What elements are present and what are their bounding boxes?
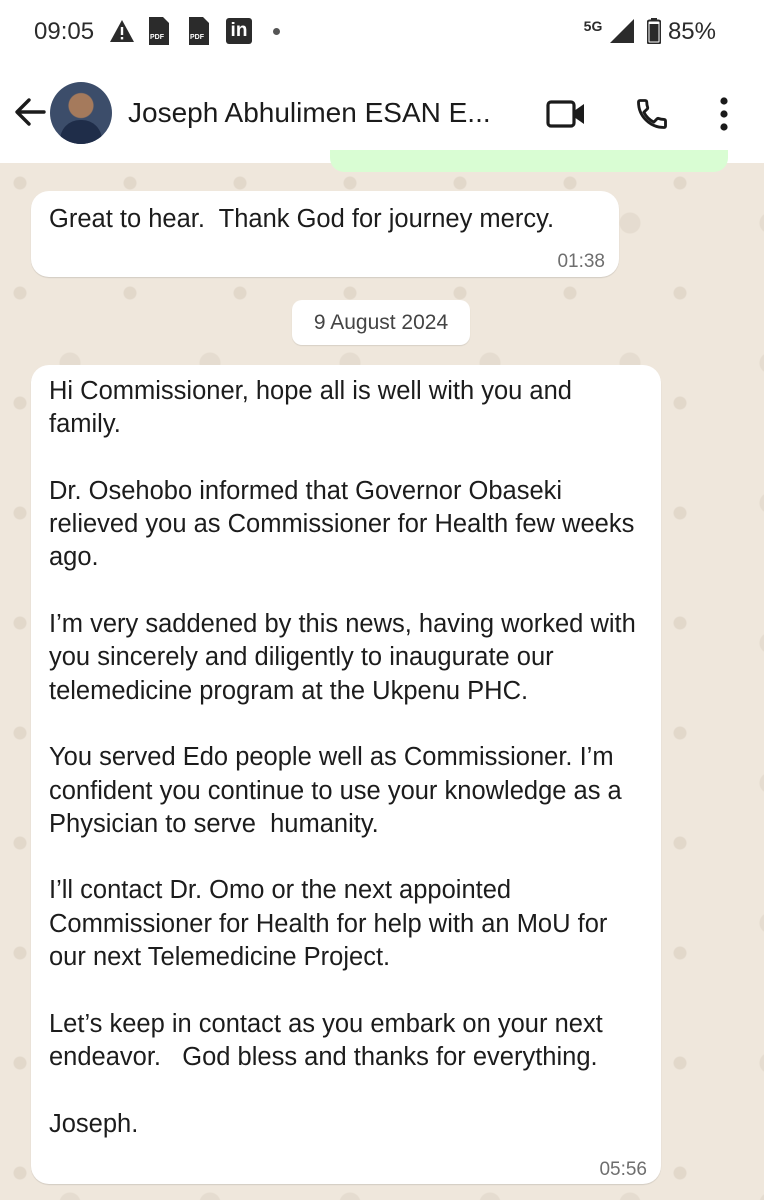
network-type: 5G bbox=[583, 18, 603, 34]
battery-icon bbox=[646, 18, 662, 44]
pdf-icon-label: PDF bbox=[190, 34, 204, 41]
message-bubble[interactable] bbox=[31, 191, 619, 277]
message-time: 01:38 bbox=[557, 251, 605, 272]
chat-header bbox=[0, 64, 764, 163]
date-separator: 9 August 2024 bbox=[292, 300, 470, 345]
signal-icon bbox=[608, 18, 636, 44]
back-arrow-icon[interactable] bbox=[12, 94, 48, 130]
linkedin-icon: in bbox=[226, 18, 252, 44]
message-time: 05:56 bbox=[599, 1159, 647, 1180]
dot-icon bbox=[272, 18, 280, 44]
video-call-icon[interactable] bbox=[546, 94, 586, 134]
more-options-icon[interactable] bbox=[704, 94, 744, 134]
status-time: 09:05 bbox=[34, 18, 95, 45]
alert-icon bbox=[108, 18, 136, 44]
pdf-icon bbox=[146, 18, 172, 44]
battery-percent: 85% bbox=[667, 18, 716, 45]
contact-avatar[interactable] bbox=[50, 82, 112, 144]
contact-name[interactable]: Joseph Abhulimen ESAN E... bbox=[128, 97, 491, 128]
previous-outgoing-message[interactable] bbox=[330, 150, 728, 172]
message-bubble[interactable] bbox=[31, 365, 661, 1184]
voice-call-icon[interactable] bbox=[632, 94, 672, 134]
pdf-icon-label: PDF bbox=[150, 34, 164, 41]
message-text: Great to hear. Thank God for journey mercy. bbox=[49, 205, 555, 233]
message-text: Hi Commissioner, hope all is well with you and family. Dr. Osehobo informed that Governor Obaseki relieved you as Commissioner for Health few weeks ago. I’m very saddened by this news, having worked with you sincerely and diligently to inaugurate our telemedicine program at the Ukpenu PHC. You served Edo people well as Commissioner. I’m confident you continue to use your knowledge as a Physician to serve humanity. I’ll contact Dr. Omo or the next appointed Commissioner for Health for help with an MoU for our next Telemedicine Project. Let’s keep in contact as you embark on your next endeavor. God bless and thanks for everything. Joseph. bbox=[49, 377, 636, 1138]
pdf-icon bbox=[186, 18, 212, 44]
status-bar bbox=[0, 0, 764, 64]
